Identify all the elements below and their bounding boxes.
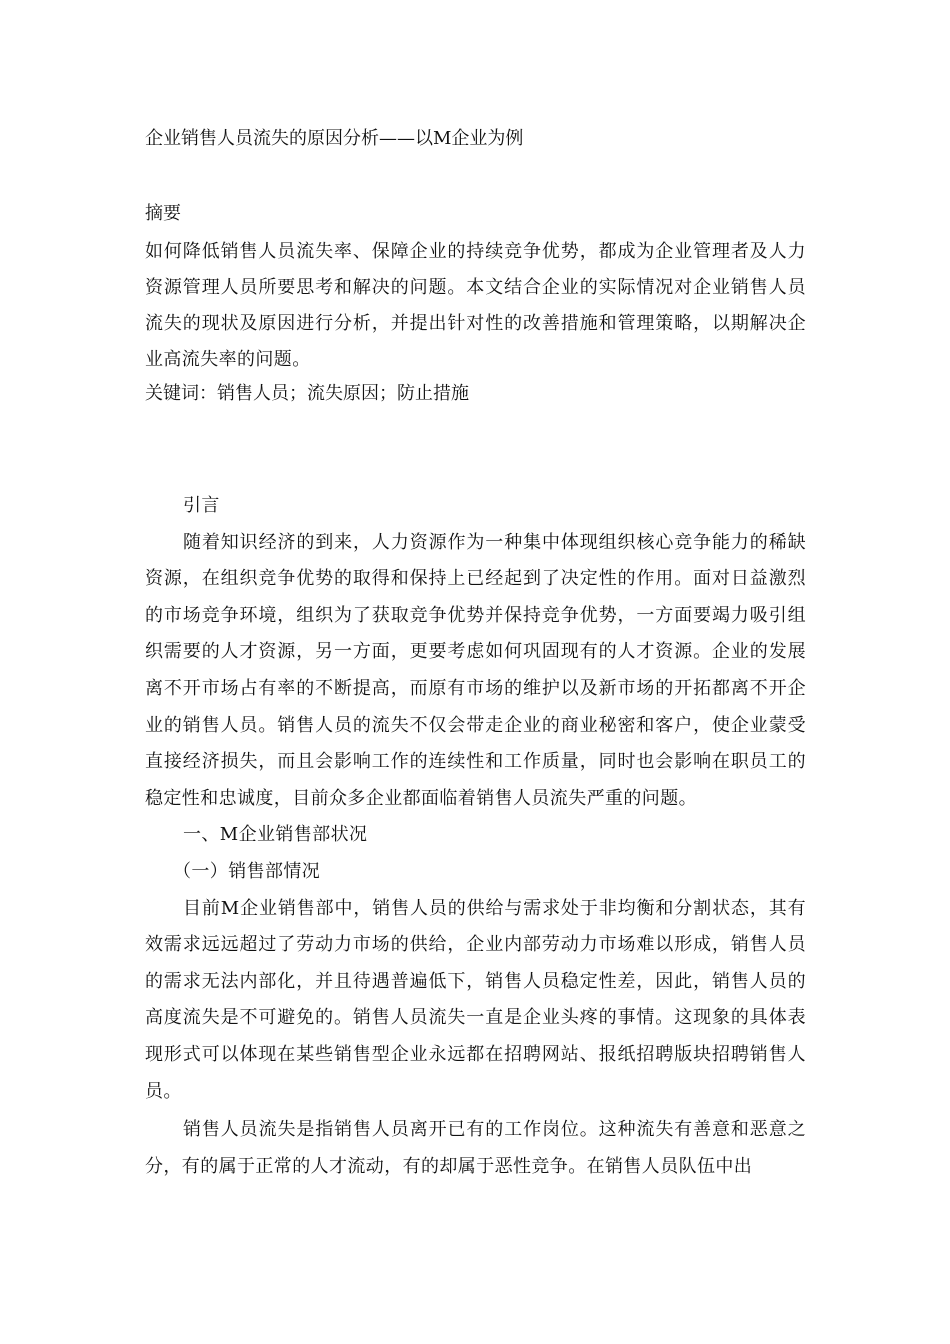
section-heading: 一、M企业销售部状况	[183, 824, 368, 846]
document-body	[145, 488, 806, 1185]
document-title: 企业销售人员流失的原因分析——以M企业为例	[145, 128, 524, 149]
intro-heading: 引言	[183, 495, 220, 516]
intro-paragraph: 随着知识经济的到来，人力资源作为一种集中体现组织核心竞争能力的稀缺资源，在组织竞争优势的取得和保持上已经起到了决定性的作用。面对日益激烈的市场竞争环境，组织为了获取竞争优势并保持竞争优势，一方面要竭力吸引组织需要的人才资源，另一方面，更要考虑如何巩固现有的人才资源。企业的发展离不开市场占有率的不断提高，而原有市场的维护以及新市场的开拓都离不开企业的销售人员。销售人员的流失不仅会带走企业的商业秘密和客户，使企业蒙受直接经济损失，而且会影响工作的连续性和工作质量，同时也会影响在职员工的稳定性和忠诚度，目前众多企业都面临着销售人员流失严重的问题。	[145, 531, 806, 809]
abstract-heading: 摘要	[145, 203, 181, 224]
subsection-heading: （一）销售部情况	[173, 860, 321, 882]
body-paragraph: 目前M企业销售部中，销售人员的供给与需求处于非均衡和分割状态，其有效需求远远超过了劳动力市场的供给，企业内部劳动力市场难以形成，销售人员的需求无法内部化，并且待遇普遍低下，销售人员稳定性差，因此，销售人员的高度流失是不可避免的。销售人员流失一直是企业头疼的事情。这现象的具体表现形式可以体现在某些销售型企业永远都在招聘网站、报纸招聘版块招聘销售人员。	[145, 897, 806, 1102]
abstract-text: 如何降低销售人员流失率、保障企业的持续竞争优势，都成为企业管理者及人力资源管理人员所要思考和解决的问题。本文结合企业的实际情况对企业销售人员流失的现状及原因进行分析，并提出针对性的改善措施和管理策略，以期解决企业高流失率的问题。	[145, 241, 806, 370]
body-paragraph: 销售人员流失是指销售人员离开已有的工作岗位。这种流失有善意和恶意之分，有的属于正常的人才流动，有的却属于恶性竞争。在销售人员队伍中出	[145, 1119, 806, 1177]
keywords-line: 关键词：销售人员；流失原因；防止措施	[145, 383, 469, 404]
